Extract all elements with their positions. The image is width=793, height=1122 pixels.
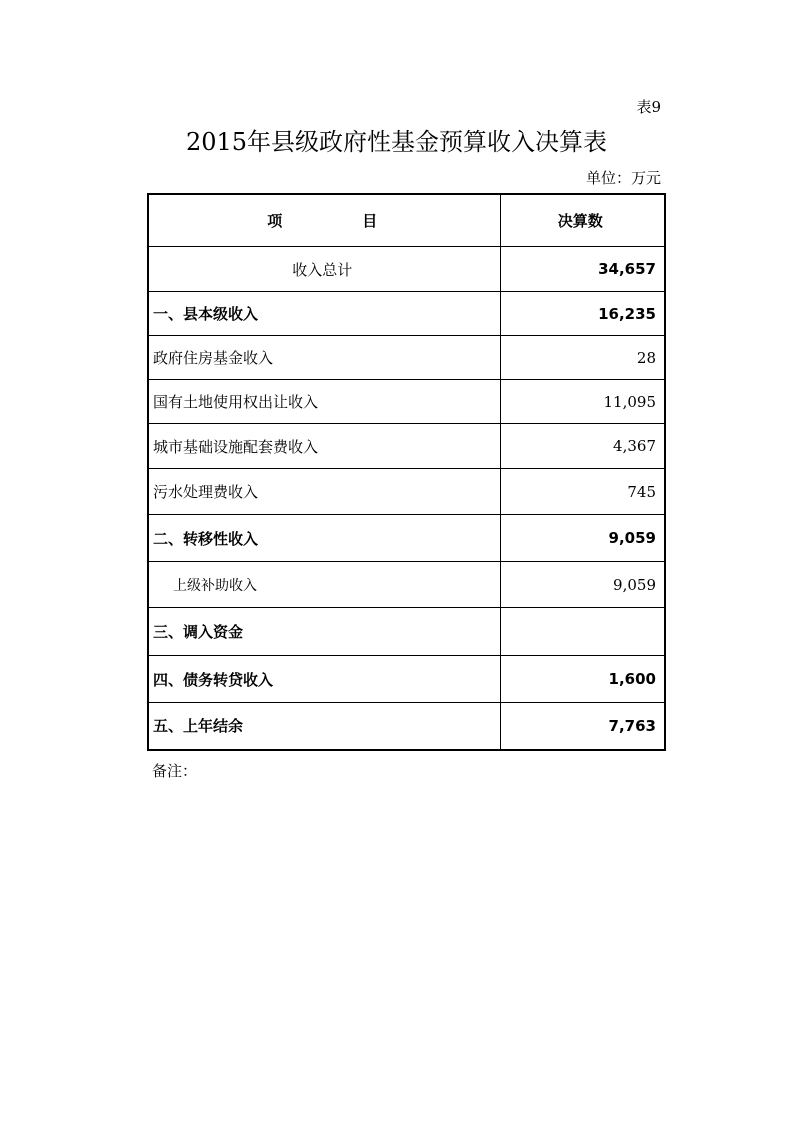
table-header-row bbox=[148, 194, 665, 247]
table-row bbox=[148, 292, 665, 336]
header-item bbox=[148, 194, 500, 247]
header-item-left: 项 bbox=[267, 212, 283, 230]
table-row bbox=[148, 703, 665, 750]
table-row bbox=[148, 424, 665, 469]
row-value: 9,059 bbox=[500, 562, 665, 608]
table-row-total bbox=[148, 247, 665, 292]
row-value: 34,657 bbox=[500, 247, 665, 292]
row-label: 收入总计 bbox=[148, 247, 500, 292]
table-row bbox=[148, 469, 665, 515]
row-value: 1,600 bbox=[500, 656, 665, 703]
header-value: 决算数 bbox=[500, 194, 665, 247]
row-label: 四、债务转贷收入 bbox=[148, 656, 500, 703]
budget-table bbox=[147, 193, 666, 751]
row-value: 16,235 bbox=[500, 292, 665, 336]
row-label: 上级补助收入 bbox=[148, 562, 500, 608]
table-row bbox=[148, 656, 665, 703]
row-label: 污水处理费收入 bbox=[148, 469, 500, 515]
table-row bbox=[148, 380, 665, 424]
table-row bbox=[148, 608, 665, 656]
table-row bbox=[148, 515, 665, 562]
table-row bbox=[148, 336, 665, 380]
table-row bbox=[148, 562, 665, 608]
row-value: 745 bbox=[500, 469, 665, 515]
row-value bbox=[500, 608, 665, 656]
header-item-right: 目 bbox=[362, 212, 378, 230]
row-value: 9,059 bbox=[500, 515, 665, 562]
note-label: 备注： bbox=[152, 762, 198, 780]
row-value: 11,095 bbox=[500, 380, 665, 424]
row-value: 28 bbox=[500, 336, 665, 380]
row-label: 二、转移性收入 bbox=[148, 515, 500, 562]
row-label: 政府住房基金收入 bbox=[148, 336, 500, 380]
unit-label: 单位：万元 bbox=[585, 169, 661, 187]
row-label: 五、上年结余 bbox=[148, 703, 500, 750]
page-title: 2015年县级政府性基金预算收入决算表 bbox=[185, 128, 608, 156]
row-value: 4,367 bbox=[500, 424, 665, 469]
row-label: 城市基础设施配套费收入 bbox=[148, 424, 500, 469]
table-number: 表9 bbox=[636, 98, 661, 116]
row-label: 一、县本级收入 bbox=[148, 292, 500, 336]
row-label: 国有土地使用权出让收入 bbox=[148, 380, 500, 424]
row-value: 7,763 bbox=[500, 703, 665, 750]
row-label: 三、调入资金 bbox=[148, 608, 500, 656]
